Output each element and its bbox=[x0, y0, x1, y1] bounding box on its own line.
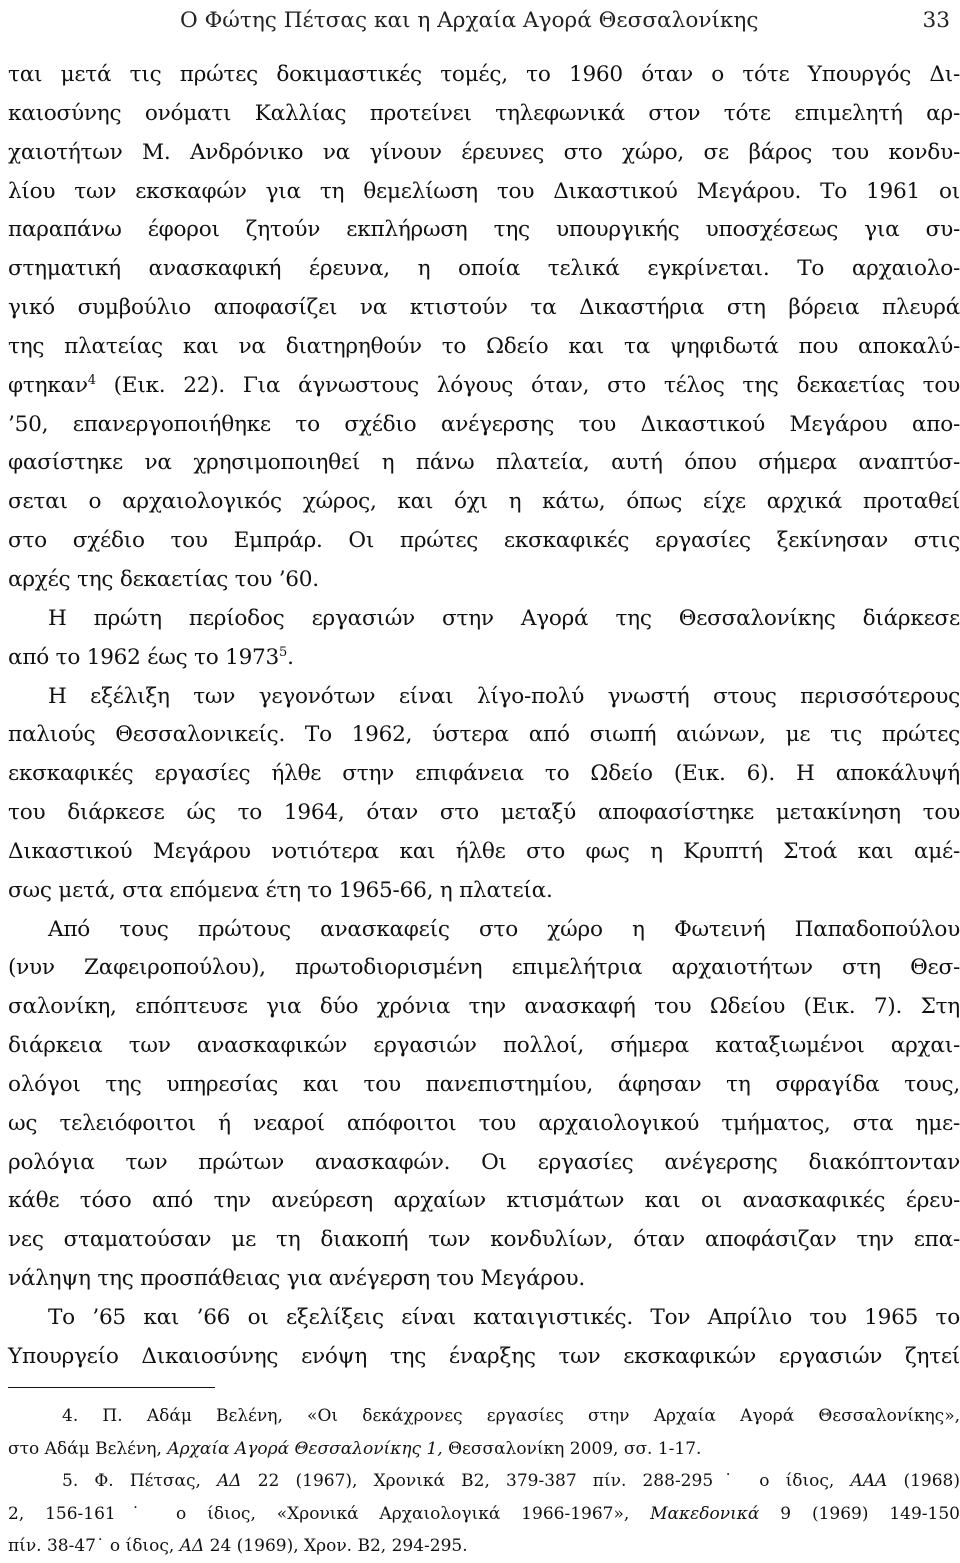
text-segment: (1968) bbox=[903, 1471, 960, 1491]
text-segment: από το 1962 έως το 1973 bbox=[8, 644, 280, 670]
text-line: σαλονίκη, επόπτευσε για δύο χρόνια την ανασκαφή του Ωδείου (Εικ. 7). Στη bbox=[8, 994, 960, 1020]
text-line: διάρκεια των ανασκαφικών εργασιών πολλοί, σήμερα καταξιωμένοι αρχαι- bbox=[8, 1033, 960, 1059]
text-line: ρολόγια των πρώτων ανασκαφών. Οι εργασίες ανέγερσης διακόπτονταν bbox=[8, 1149, 960, 1175]
text-line: Το ’65 και ’66 οι εξελίξεις είναι καταιγιστικές. Τον Απρίλιο του 1965 το bbox=[48, 1305, 960, 1330]
text-line: στο σχέδιο του Εμπράρ. Οι πρώτες εκσκαφικές εργασίες ξεκίνησαν στις bbox=[8, 528, 960, 554]
text-segment: στο Αδάμ Βελένη, bbox=[8, 1438, 162, 1459]
text-line: λίου των εκσκαφών για τη θεμελίωση του Δικαστικού Μεγάρου. Το 1961 οι bbox=[8, 178, 960, 204]
book-page bbox=[8, 0, 960, 1556]
text-segment: φτηκαν bbox=[8, 372, 88, 398]
page-number: 33 bbox=[922, 8, 950, 33]
text-line: στηματική ανασκαφική έρευνα, η οποία τελικά εγκρίνεται. Το αρχαιολο- bbox=[8, 256, 960, 282]
journal-abbrev: ΑΑΑ bbox=[850, 1471, 888, 1491]
journal-title: Μακεδονικά bbox=[650, 1503, 760, 1524]
text-segment: πίν. 38-47˙ ο ίδιος, bbox=[8, 1536, 175, 1556]
text-line: σεται ο αρχαιολογικός χώρος, και όχι η κάτω, όπως είχε αρχικά προταθεί bbox=[8, 489, 960, 515]
text-segment: 22 (1967), Χρονικά Β2, 379-387 πίν. 288-295˙ ο ίδιος, bbox=[257, 1471, 835, 1491]
footnotes bbox=[8, 1400, 960, 1563]
text-line: του διάρκεσε ώς το 1964, όταν στο μεταξύ αποφασίστηκε μετακίνηση του bbox=[8, 800, 960, 826]
text-line: Η εξέλιξη των γεγονότων είναι λίγο-πολύ γνωστή στους περισσότερους bbox=[48, 683, 960, 709]
text-line: ολόγοι της υπηρεσίας και του πανεπιστημίου, άφησαν τη σφραγίδα τους, bbox=[8, 1071, 960, 1097]
text-line: Υπουργείο Δικαιοσύνης ενόψη της έναρξης των εκσκαφικών εργασιών ζητεί bbox=[8, 1343, 960, 1369]
text-line bbox=[8, 639, 960, 678]
text-line: Από τους πρώτους ανασκαφείς στο χώρο η Φωτεινή Παπαδοπούλου bbox=[48, 916, 960, 942]
text-segment: Θεσσαλονίκη 2009, σσ. 1-17. bbox=[448, 1438, 702, 1459]
text-line: νάληψη της προσπάθειας για ανέγερση του Μεγάρου. bbox=[8, 1266, 585, 1292]
text-segment: 5. Φ. Πέτσας, bbox=[62, 1471, 201, 1491]
journal-abbrev: ΑΔ bbox=[179, 1536, 205, 1556]
text-line: της πλατείας και να διατηρηθούν το Ωδείο και τα ψηφιδωτά που αποκαλύ- bbox=[8, 333, 960, 359]
text-line: ται μετά τις πρώτες δοκιμαστικές τομές, το 1960 όταν ο τότε Υπουργός Δι- bbox=[8, 62, 960, 87]
text-line: Η πρώτη περίοδος εργασιών στην Αγορά της Θεσσαλονίκης διάρκεσε bbox=[48, 605, 960, 631]
footnote-4-line: 4. Π. Αδάμ Βελένη, «Οι δεκάχρονες εργασίες στην Αρχαία Αγορά Θεσσαλονίκης», bbox=[62, 1406, 960, 1426]
text-segment: 2, 156-161˙ ο ίδιος, «Χρονικά Αρχαιολογικά 1966-1967», bbox=[8, 1503, 630, 1524]
text-line: ως τελειόφοιτοι ή νεαροί απόφοιτοι του αρχαιολογικού τμήματος, στα ημε- bbox=[8, 1110, 960, 1136]
text-line: παραπάνω έφοροι ζητούν εκπλήρωση της υπουργικής υποσχέσεως για συ- bbox=[8, 217, 960, 243]
text-line: καιοσύνης ονόματι Καλλίας προτείνει τηλεφωνικά στον τότε επιμελητή αρ- bbox=[8, 100, 960, 126]
text-line: εκσκαφικές εργασίες ήλθε στην επιφάνεια το Ωδείο (Εικ. 6). Η αποκάλυψή bbox=[8, 761, 960, 787]
footnote-5-line bbox=[8, 1498, 960, 1531]
footnote-divider bbox=[8, 1387, 215, 1388]
text-line: Δικαστικού Μεγάρου νοτιότερα και ήλθε στο φως η Κρυπτή Στοά και αμέ- bbox=[8, 838, 960, 864]
footnote-5-line bbox=[8, 1465, 960, 1498]
text-line: αρχές της δεκαετίας του ’60. bbox=[8, 566, 319, 592]
text-line: νες σταματούσαν με τη διακοπή των κονδυλίων, όταν αποφάσιζαν την επα- bbox=[8, 1227, 960, 1253]
body-text bbox=[8, 56, 960, 1377]
text-line: κάθε τόσο από την ανεύρεση αρχαίων κτισμάτων και οι ανασκαφικές έρευ- bbox=[8, 1188, 960, 1214]
book-title: Αρχαία Αγορά Θεσσαλονίκης 1, bbox=[167, 1438, 443, 1459]
journal-abbrev: ΑΔ bbox=[217, 1471, 242, 1491]
text-line: γικό συμβούλιο αποφασίζει να κτιστούν τα Δικαστήρια στη βόρεια πλευρά bbox=[8, 295, 960, 321]
text-line: (νυν Ζαφειροπούλου), πρωτοδιορισμένη επιμελήτρια αρχαιοτήτων στη Θεσ- bbox=[8, 955, 960, 981]
text-segment: 9 (1969) 149-150 bbox=[780, 1503, 960, 1524]
footnote-4-line bbox=[8, 1433, 960, 1466]
footnote-ref: 5 bbox=[279, 644, 288, 660]
text-segment: . bbox=[287, 644, 294, 670]
text-line: σως μετά, στα επόμενα έτη το 1965-66, η πλατεία. bbox=[8, 877, 553, 903]
text-line bbox=[8, 367, 960, 406]
footnote-ref: 4 bbox=[87, 372, 96, 388]
text-segment: 24 (1969), Χρον. Β2, 294-295. bbox=[209, 1536, 468, 1556]
text-line: ’50, επανεργοποιήθηκε το σχέδιο ανέγερσης του Δικαστικού Μεγάρου απο- bbox=[8, 411, 960, 437]
text-line: παλιούς Θεσσαλονικείς. Το 1962, ύστερα από σιωπή αιώνων, με τις πρώτες bbox=[8, 722, 960, 748]
text-line: φασίστηκε να χρησιμοποιηθεί η πάνω πλατεία, αυτή όπου σήμερα αναπτύσ- bbox=[8, 450, 960, 476]
running-header bbox=[180, 6, 950, 36]
footnote-5-line bbox=[8, 1530, 960, 1563]
text-segment: (Εικ. 22). Για άγνωστους λόγους όταν, στο τέλος της δεκαετίας του bbox=[113, 372, 960, 398]
text-line: χαιοτήτων Μ. Ανδρόνικο να γίνουν έρευνες στο χώρο, σε βάρος του κονδυ- bbox=[8, 139, 960, 165]
running-title: Ο Φώτης Πέτσας και η Αρχαία Αγορά Θεσσαλονίκης bbox=[180, 8, 759, 33]
